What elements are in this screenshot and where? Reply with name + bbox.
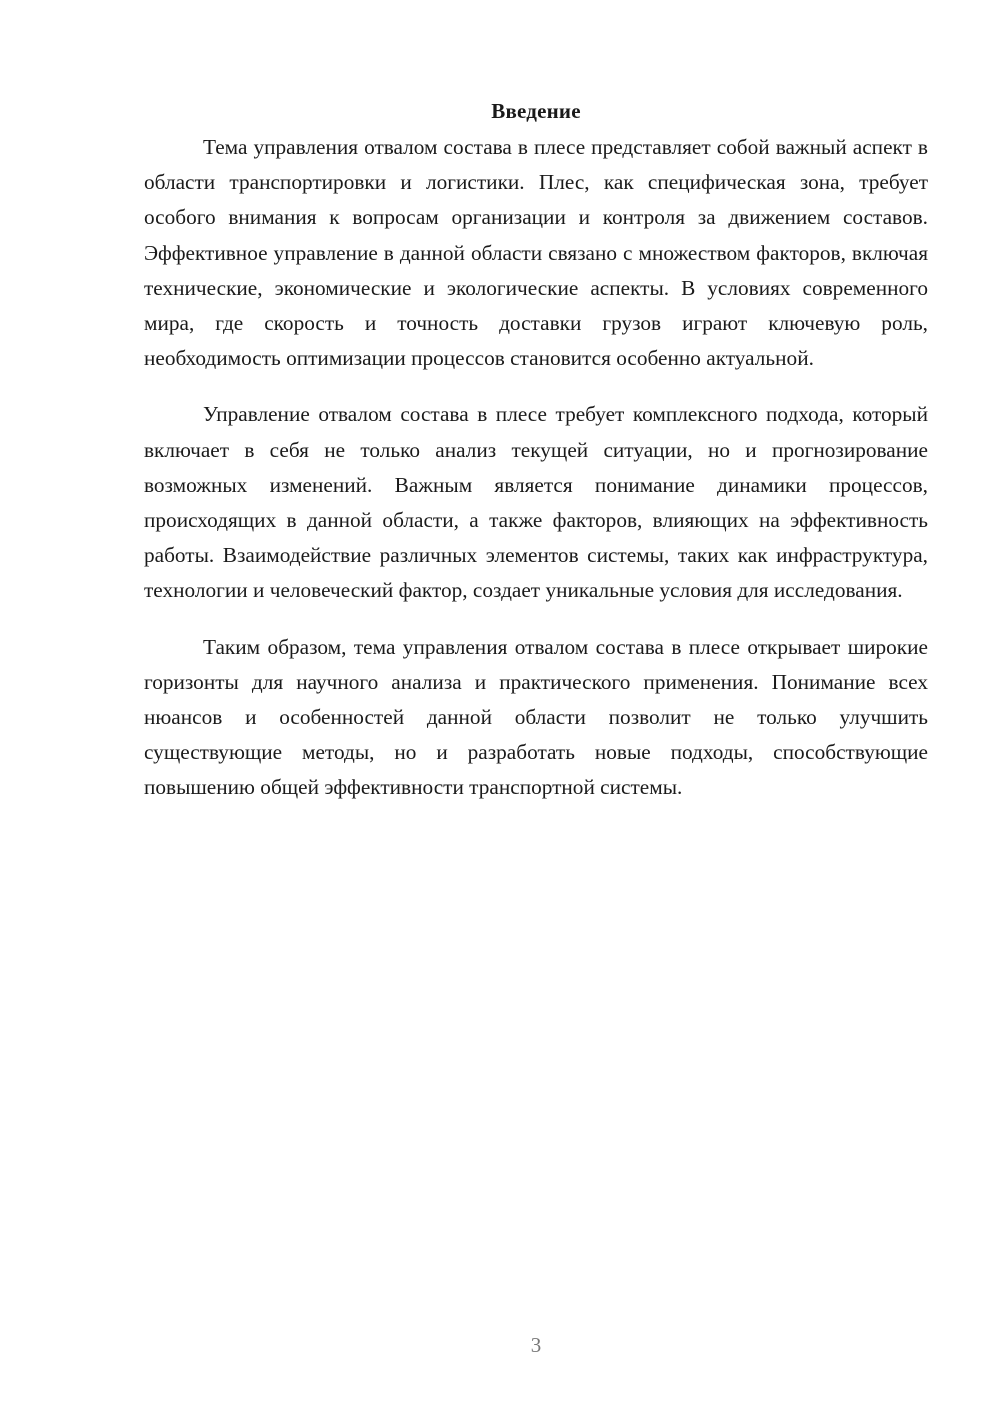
paragraph-2: Управление отвалом состава в плесе требует комплексного подхода, который включает в себя не только анализ текущей ситуации, но и прогнозирование возможных изменений. Важным является понимание динамики процессов, происходящих в данной области, а также факторов, влияющих на эффективность работы. Взаимодействие различных элементов системы, таких как инфраструктура, технологии и человеческий фактор, создает уникальные условия для исследования. — [144, 402, 928, 603]
page-content — [144, 96, 928, 827]
paragraph-3: Таким образом, тема управления отвалом состава в плесе открывает широкие горизонты для научного анализа и практического применения. Понимание всех нюансов и особенностей данной области позволит не только улучшить существующие методы, но и разработать новые подходы, способствующие повышению общей эффективности транспортной системы. — [144, 634, 928, 800]
page-number: 3 — [530, 1333, 542, 1357]
section-heading: Введение — [491, 99, 581, 123]
paragraph-1: Тема управления отвалом состава в плесе представляет собой важный аспект в области транспортировки и логистики. Плес, как специфическая зона, требует особого внимания к вопросам организации и контроля за движением составов. Эффективное управление в данной области связано с множеством факторов, включая технические, экономические и экологические аспекты. В условиях современного мира, где скорость и точность доставки грузов играют ключевую роль, необходимость оптимизации процессов становится особенно актуальной. — [144, 135, 928, 371]
